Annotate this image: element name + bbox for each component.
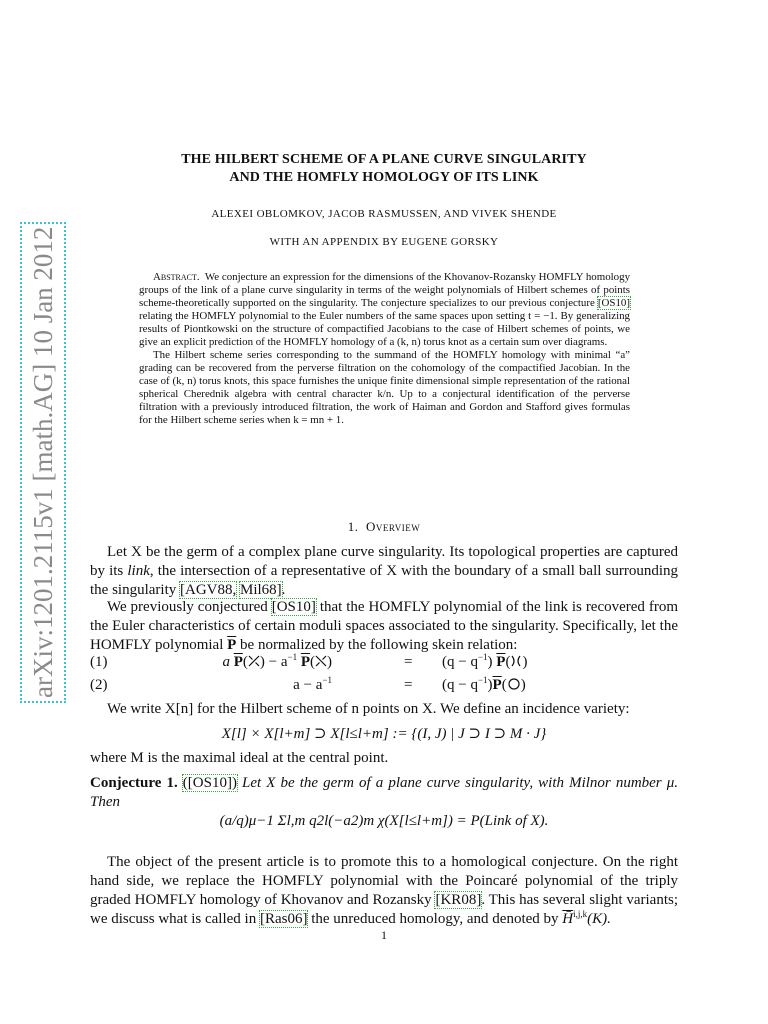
abstract-text-1a: We conjecture an expression for the dimensions of the Khovanov-Rozansky HOMFLY homology groups of the link of a plane curve singularity in terms of the weight polynomials of Hilbert schemes of points scheme-theoretically supported on the singularity. The conjecture specializes to our previous conjecture (139, 271, 631, 309)
equation-2-label: (2) (90, 677, 108, 693)
para5-text-d: (K). (587, 911, 611, 927)
citation-os10[interactable]: [OS10] (597, 297, 630, 309)
equation-1 (90, 654, 678, 674)
eq2-lhs-text: a − a (293, 677, 323, 693)
section-heading (0, 519, 768, 535)
para4-text: where M is the maximal ideal at the central point. (90, 750, 389, 766)
conjecture-text: Let X be the germ of a plane curve singularity, with Milnor number μ. Then (90, 775, 679, 810)
conjecture-formula: (a/q)μ−1 Σl,m q2l(−a2)m χ(X[l≤l+m]) = P(Link of X). (219, 813, 549, 829)
incidence-variety-formula: X[l] × X[l+m] ⊃ X[l≤l+m] := {(I, J) | J ⊃ I ⊃ M · J} (221, 726, 547, 742)
appendix-credit: WITH AN APPENDIX BY EUGENE GORSKY (269, 236, 499, 248)
para1-link-word: link (127, 563, 150, 579)
positive-crossing-icon (248, 655, 260, 667)
section-number: 1. (347, 519, 359, 534)
paper-title-line1: THE HILBERT SCHEME OF A PLANE CURVE SINGULARITY (181, 152, 587, 167)
citation-ras06[interactable]: [Ras06] (259, 911, 308, 927)
para5-text-c: the unreduced homology, and denoted by (311, 911, 559, 927)
paragraph-1 (90, 543, 678, 600)
eq1-rhs-sup: −1 (477, 652, 488, 662)
paragraph-5 (90, 853, 678, 929)
homology-symbol: H̄ (562, 911, 574, 927)
citation-os10-3[interactable]: ([OS10]) (182, 775, 237, 791)
abstract-heading: Abstract. (153, 271, 200, 283)
section-title: Overview (366, 519, 421, 534)
para1-text-a: Let X be the germ of a complex plane curve singularity. Its topological properties are captured by its (90, 544, 678, 579)
equation-2 (90, 677, 678, 697)
equation-1-lhs: a $\overline{P}$( ) − $a^{-1}$ $\overline{P}$( ) (222, 652, 332, 670)
eq1-P3: $\overline{P}$ (496, 654, 506, 670)
para2-text-c: be normalized by the following skein relation: (240, 637, 518, 653)
equation-1-label: (1) (90, 654, 108, 670)
unknot-icon (507, 678, 521, 690)
abstract-paragraph-2: The Hilbert scheme series corresponding to the summand of the HOMFLY homology with minimal “a” grading can be recovered from the perverse filtration on the cohomology of the compactified Jacobian. In the case of (k, n) torus knots, this space furnishes the unique finite dimensional simple representation of the rational spherical Cherednik algebra with central character k/n. Up to a conjectural identification of the perverse filtration with a previously introduced filtration, the work of Haiman and Gordon and Stafford gives formulas for the Hilbert scheme series when k = mn + 1. (139, 349, 630, 426)
paragraph-3 (90, 700, 678, 719)
citation-kr08[interactable]: [KR08] (435, 892, 482, 908)
eq1-a: a (222, 654, 230, 670)
eq1-equals: = (404, 654, 413, 670)
smoothing-icon (510, 655, 522, 667)
equation-2-rhs: $(q - q^{-1})\overline{P}$( ) (442, 675, 526, 693)
para2-text-a: We previously conjectured (107, 599, 268, 615)
abstract-text-1b: relating the HOMFLY polynomial to the Euler numbers of the same spaces upon setting t = −1. By generalizing results of Piontkowski on the structure of compactified Jacobians to the case of Hilbert schemes of points, we give an explicit prediction of the HOMFLY homology of a (k, n) torus knot as a certain sum over diagrams. (139, 310, 630, 348)
eq2-P: $\overline{P}$ (492, 677, 502, 693)
para1-text-b: , the intersection of a representative of X with the boundary of a small ball surrounding the singularity (90, 563, 679, 598)
arxiv-stamp-text: arXiv:1201.2115v1 [math.AG] 10 Jan 2012 (23, 225, 63, 700)
eq2-rhs-text: (q − q (442, 677, 478, 693)
eq2-lhs-sup: −1 (322, 675, 332, 685)
eq1-rhs-text: (q − q (442, 654, 478, 670)
eq2-rhs-sup: −1 (477, 675, 488, 685)
citation-os10-2[interactable]: [OS10] (271, 599, 316, 615)
homology-sup: i,j,k (573, 909, 588, 919)
equation-1-rhs: $(q - q^{-1})$ $\overline{P}$( ) (442, 652, 528, 670)
abstract (139, 271, 630, 427)
para5-text-b: . This has several slight variants; we discuss what is called in (90, 892, 679, 927)
paragraph-4 (90, 749, 678, 768)
abstract-paragraph-1 (139, 271, 630, 349)
arxiv-stamp (23, 226, 63, 700)
citation-agv88[interactable]: [AGV88, (180, 582, 237, 598)
negative-crossing-icon (315, 655, 327, 667)
equation-2-lhs (293, 677, 332, 694)
eq1-sup: −1 (287, 652, 298, 662)
eq2-equals: = (404, 677, 413, 693)
para1-period: . (281, 582, 286, 598)
citation-mil68[interactable]: Mil68] (240, 582, 282, 598)
eq1-P2: $\overline{P}$ (300, 654, 310, 670)
eq1-minus-a: − a (268, 654, 288, 670)
para3-text: We write X[n] for the Hilbert scheme of n points on X. We define an incidence variety: (107, 701, 630, 717)
para2-text-b: that the HOMFLY polynomial of the link is recovered from the Euler characteristics of certain moduli spaces associated to the singularity. Specifically, let the HOMFLY polynomial (90, 599, 679, 653)
authors: ALEXEI OBLOMKOV, JACOB RASMUSSEN, AND VIVEK SHENDE (211, 208, 557, 220)
eq1-P1: $\overline{P}$ (233, 654, 243, 670)
paper-title-line2: AND THE HOMFLY HOMOLOGY OF ITS LINK (229, 170, 539, 185)
eq2-rhs-close: ) (487, 677, 493, 693)
eq1-rhs-close: ) (487, 654, 493, 670)
homfly-symbol: $\overline{P}$ (227, 637, 237, 653)
para5-text-a: The object of the present article is to promote this to a homological conjecture. On the right hand side, we replace the HOMFLY polynomial with the Poincaré polynomial of the triply graded HOMFLY homology of Khovanov and Rozansky (90, 854, 678, 908)
conjecture-label: Conjecture 1. (90, 775, 178, 791)
paragraph-2 (90, 598, 678, 655)
page-number: 1 (381, 928, 387, 942)
conjecture-1 (90, 774, 678, 812)
